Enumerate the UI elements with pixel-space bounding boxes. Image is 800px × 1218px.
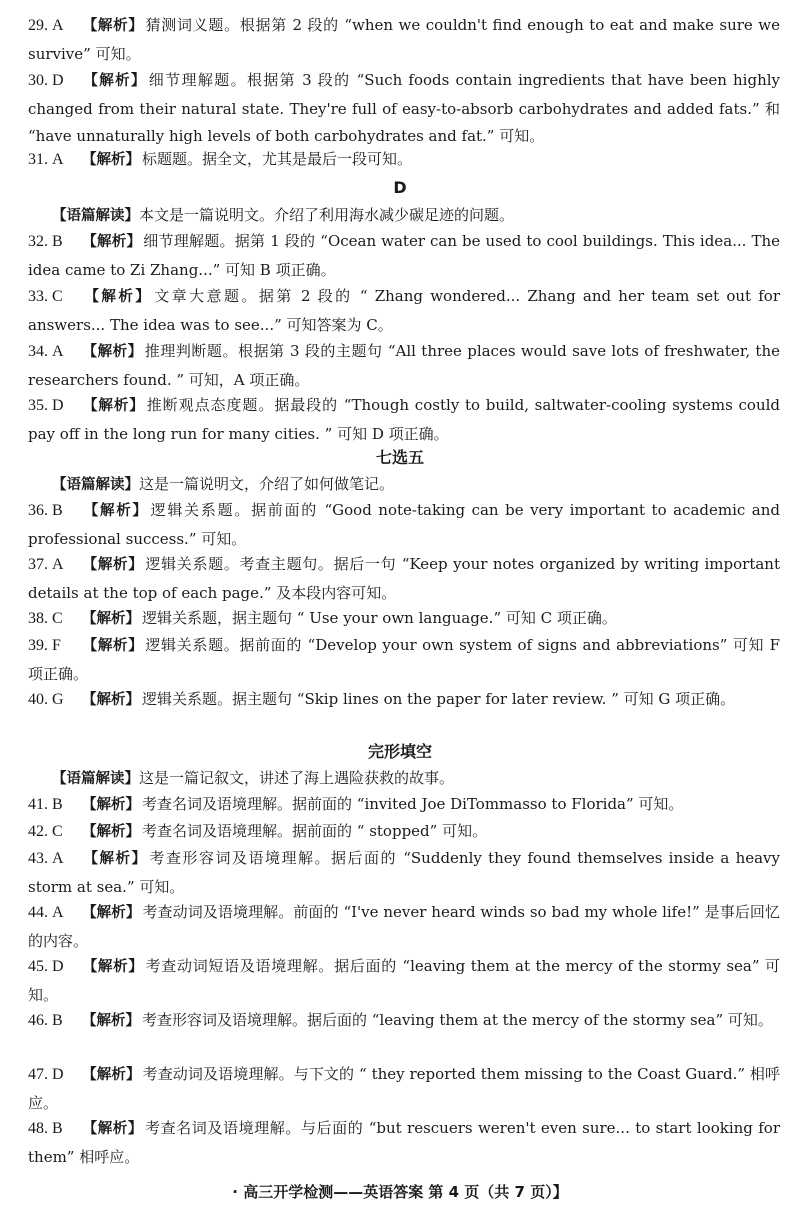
intro-text: 本文是一篇说明文。介绍了利用海水减少碳足迹的问题。 (139, 206, 515, 224)
answer-item-35 (28, 392, 780, 448)
analysis-tag: 【解析】 (82, 1121, 143, 1137)
section-heading-seven-choose-five: 七选五 (375, 448, 424, 467)
analysis-tag: 【解析】 (82, 344, 143, 360)
analysis-tag: 【解析】 (82, 1013, 140, 1029)
answer-item-30 (28, 67, 780, 151)
analysis-tag: 【解析】 (82, 1067, 141, 1083)
answer-item-38 (28, 605, 780, 634)
answer-item-31 (28, 146, 780, 175)
question-number: 39. (28, 637, 48, 654)
analysis-tag: 【解析】 (82, 152, 140, 168)
analysis-text: 逻辑关系题。据前面的 “Develop your own system of signs and abbreviations” 可知 F 项正确。 (28, 636, 781, 683)
analysis-tag: 【解析】 (82, 611, 140, 627)
analysis-tag: 【解析】 (82, 503, 149, 519)
page-footer: · 高三开学检测——英语答案 第 4 页（共 7 页）】 (232, 1183, 568, 1201)
analysis-tag: 【解析】 (82, 824, 140, 840)
answer-letter: D (52, 397, 64, 414)
analysis-text: 考查形容词及语境理解。据后面的 “Suddenly they found themselves inside a heavy storm at sea.” 可知。 (28, 849, 781, 896)
answer-letter: A (52, 556, 64, 573)
answer-letter: D (52, 1066, 64, 1083)
analysis-tag: 【解析】 (82, 638, 144, 654)
section-intro-d (52, 202, 780, 229)
answer-letter: C (52, 610, 63, 627)
analysis-text: 逻辑关系题。考查主题句。据后一句 “Keep your notes organized by writing important details at the top of each page.” 及本段内容可知。 (28, 555, 780, 602)
analysis-text: 标题题。据全文，尤其是最后一段可知。 (142, 150, 413, 168)
analysis-text: 猜测词义题。根据第 2 段的 “when we couldn't find enough to eat and make sure we survive” 可知。 (28, 16, 781, 63)
answer-letter: G (52, 691, 64, 708)
question-number: 33. (28, 288, 48, 305)
analysis-tag: 【解析】 (82, 73, 147, 89)
analysis-text: 考查名词及语境理解。与后面的 “but rescuers weren't even sure... to start looking for them” 相呼应。 (28, 1119, 780, 1166)
answer-letter: A (52, 850, 64, 867)
question-number: 32. (28, 233, 48, 250)
answer-item-48 (28, 1115, 780, 1171)
question-number: 41. (28, 796, 48, 813)
answer-item-39 (28, 632, 780, 688)
answer-item-42 (28, 818, 780, 847)
analysis-tag: 【解析】 (82, 797, 140, 813)
question-number: 36. (28, 502, 48, 519)
question-number: 38. (28, 610, 48, 627)
answer-item-37 (28, 551, 780, 607)
answer-item-40 (28, 686, 780, 715)
analysis-tag: 【解析】 (82, 851, 148, 867)
answer-letter: B (52, 796, 63, 813)
answer-letter: A (52, 151, 64, 168)
analysis-text: 考查名词及语境理解。据前面的 “invited Joe DiTommasso to Florida” 可知。 (142, 795, 684, 813)
question-number: 29. (28, 17, 48, 34)
analysis-text: 考查动词及语境理解。前面的 “I've never heard winds so bad my whole life!” 是事后回忆的内容。 (28, 903, 780, 950)
analysis-text: 推理判断题。根据第 3 段的主题句 “All three places would save lots of freshwater, the researchers found. ” 可知，A 项正确。 (28, 342, 780, 389)
analysis-text: 细节理解题。根据第 3 段的 “Such foods contain ingredients that have been highly changed from their natural state. They're full of easy-to-absorb carbohydrates and added fats.” 和 “have unnaturally high levels of both carbohydrates and fat.” 可知。 (28, 71, 781, 145)
analysis-text: 细节理解题。据第 1 段的 “Ocean water can be used to cool buildings. This idea... The idea came to Zi Zhang...” 可知 B 项正确。 (28, 232, 780, 279)
section-heading-d: D (393, 178, 407, 197)
answer-item-36 (28, 497, 780, 553)
section-heading-cloze: 完形填空 (367, 742, 432, 761)
question-number: 45. (28, 958, 48, 975)
section-intro-seven-choose-five (52, 471, 780, 498)
analysis-text: 逻辑关系题。据前面的 “Good note-taking can be very important to academic and professional success.” 可知。 (28, 501, 781, 548)
analysis-tag: 【解析】 (82, 18, 144, 34)
answer-item-45 (28, 953, 780, 1009)
question-number: 48. (28, 1120, 48, 1137)
question-number: 44. (28, 904, 48, 921)
answer-letter: B (52, 502, 63, 519)
answer-letter: D (52, 958, 64, 975)
answer-letter: A (52, 904, 64, 921)
answer-letter: B (52, 1012, 63, 1029)
analysis-tag: 【解析】 (82, 557, 144, 573)
answer-letter: B (52, 233, 63, 250)
section-intro-cloze (52, 765, 780, 792)
answer-item-46 (28, 1007, 780, 1036)
answer-item-33 (28, 283, 780, 339)
answer-item-29 (28, 12, 780, 68)
analysis-tag: 【解析】 (82, 398, 145, 414)
analysis-tag: 【解析】 (82, 959, 144, 975)
question-number: 40. (28, 691, 48, 708)
analysis-tag: 【解析】 (82, 905, 141, 921)
question-number: 30. (28, 72, 48, 89)
analysis-tag: 【解析】 (82, 234, 142, 250)
answer-letter: B (52, 1120, 63, 1137)
analysis-text: 考查动词及语境理解。与下文的 “ they reported them missing to the Coast Guard.” 相呼应。 (28, 1065, 781, 1112)
question-number: 37. (28, 556, 48, 573)
analysis-text: 文章大意题。据第 2 段的 “ Zhang wondered... Zhang and her team set out for answers... The idea was to see...” 可知答案为 C。 (28, 287, 781, 334)
answer-letter: A (52, 17, 64, 34)
analysis-text: 考查名词及语境理解。据前面的 “ stopped” 可知。 (142, 822, 488, 840)
intro-tag: 【语篇解读】 (52, 771, 139, 787)
question-number: 46. (28, 1012, 48, 1029)
question-number: 47. (28, 1066, 48, 1083)
analysis-text: 逻辑关系题，据主题句 “ Use your own language.” 可知 C 项正确。 (142, 609, 617, 627)
question-number: 42. (28, 823, 48, 840)
intro-text: 这是一篇记叙文，讲述了海上遇险获救的故事。 (139, 769, 455, 787)
answer-item-43 (28, 845, 780, 901)
analysis-text: 推断观点态度题。据最段的 “Though costly to build, saltwater-cooling systems could pay off in the long run for many cities. ” 可知 D 项正确。 (28, 396, 780, 443)
question-number: 31. (28, 151, 48, 168)
answer-letter: D (52, 72, 64, 89)
analysis-tag: 【解析】 (82, 692, 140, 708)
answer-item-41 (28, 791, 780, 820)
question-number: 43. (28, 850, 48, 867)
analysis-tag: 【解析】 (82, 289, 153, 305)
intro-tag: 【语篇解读】 (52, 477, 139, 493)
answer-letter: F (52, 637, 61, 654)
intro-text: 这是一篇说明文，介绍了如何做笔记。 (139, 475, 395, 493)
answer-letter: C (52, 823, 63, 840)
question-number: 34. (28, 343, 48, 360)
answer-item-34 (28, 338, 780, 394)
question-number: 35. (28, 397, 48, 414)
answer-item-32 (28, 228, 780, 284)
answer-letter: A (52, 343, 64, 360)
answer-letter: C (52, 288, 63, 305)
analysis-text: 逻辑关系题。据主题句 “Skip lines on the paper for later review. ” 可知 G 项正确。 (142, 690, 736, 708)
analysis-text: 考查形容词及语境理解。据后面的 “leaving them at the mercy of the stormy sea” 可知。 (142, 1011, 773, 1029)
intro-tag: 【语篇解读】 (52, 208, 139, 224)
analysis-text: 考查动词短语及语境理解。据后面的 “leaving them at the mercy of the stormy sea” 可知。 (28, 957, 780, 1004)
answer-item-47 (28, 1061, 780, 1117)
answer-item-44 (28, 899, 780, 955)
